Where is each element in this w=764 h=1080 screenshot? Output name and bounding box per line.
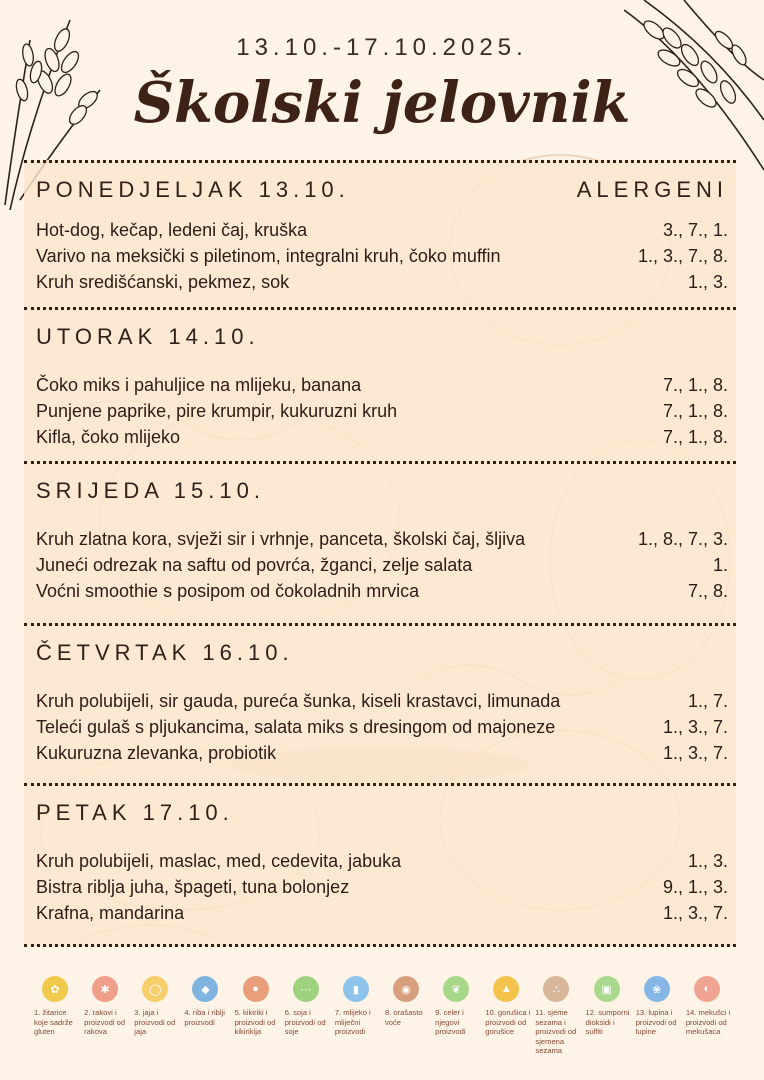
menu-item-name: Teleći gulaš s pljukancima, salata miks s dresingom od majoneze [36,717,556,737]
menu-item-name: Kukuruzna zlevanka, probiotik [36,743,277,763]
nut-icon: ◉ [393,976,419,1002]
day-title: UTORAK 14.10. [36,324,260,349]
peanut-icon: ● [243,976,269,1002]
menu-item-name: Krafna, mandarina [36,903,185,923]
sesame-icon: ∴ [543,976,569,1002]
menu-item-name: Hot-dog, kečap, ledeni čaj, kruška [36,220,308,240]
menu-item-allergens: 1., 3., 7., 8. [637,246,728,266]
menu-item-allergens: 9., 1., 3. [662,877,728,897]
menu-item-name: Kifla, čoko mlijeko [36,427,181,447]
legend-item [84,976,132,1056]
menu-item-name: Punjene paprike, pire krumpir, kukuruzni kruh [36,401,398,421]
menu-item [36,526,728,552]
legend-item [435,976,483,1056]
legend-label: 1. žitarice koje sadrže gluten [34,1008,73,1036]
menu-item [36,714,728,740]
day-header [36,800,728,826]
legend-item [134,976,182,1056]
allergens-header: ALERGENI [576,177,728,202]
menu-item-allergens: 7., 8. [687,581,728,601]
legend-label: 8. orašasto voće [384,1008,423,1027]
legend-label: 5. kikiriki i proizvodi od kikirikija [234,1008,276,1036]
day-section-monday [24,160,736,295]
menu-item-allergens: 1., 8., 7., 3. [637,529,728,549]
fish-icon: ◆ [192,976,218,1002]
menu-item-name: Kruh polubijeli, maslac, med, cedevita, jabuka [36,851,402,871]
legend-label: 6. soja i proizvodi od soje [284,1008,326,1036]
soy-icon: ⋯ [293,976,319,1002]
day-header [36,640,728,666]
legend-label: 10. gorušica i proizvodi od gorušice [485,1008,531,1036]
menu-item-allergens: 1. [712,555,728,575]
menu-item-allergens: 7., 1., 8. [662,401,728,421]
wheat-icon: ✿ [42,976,68,1002]
legend-item [686,976,734,1056]
menu-item-name: Varivo na meksički s piletinom, integralni kruh, čoko muffin [36,246,501,266]
legend-label: 7. mlijeko i mliječni proizvodi [334,1008,371,1036]
menu-item-allergens: 1., 3., 7. [662,903,728,923]
mustard-icon: ▲ [493,976,519,1002]
day-title: PETAK 17.10. [36,800,234,825]
crab-icon: ✱ [92,976,118,1002]
legend-item [485,976,533,1056]
page-title: Školski jelovnik [133,70,631,136]
menu-item [36,848,728,874]
egg-icon: ◯ [142,976,168,1002]
legend-label: 3. jaja i proizvodi od jaja [134,1008,176,1036]
menu-item-allergens: 1., 3. [687,272,728,292]
menu-item [36,424,728,450]
day-section-thursday [24,623,736,766]
menu-item-name: Bistra riblja juha, špageti, tuna bolonjez [36,877,350,897]
menu-item-name: Kruh zlatna kora, svježi sir i vrhnje, panceta, školski čaj, šljiva [36,529,526,549]
legend-item [235,976,283,1056]
menu-item [36,269,728,295]
menu-item-allergens: 1., 3., 7. [662,743,728,763]
day-header [36,177,728,203]
day-title: SRIJEDA 15.10. [36,478,265,503]
celery-icon: ❦ [443,976,469,1002]
menu-item-name: Juneći odrezak na saftu od povrća, žganci, zelje salata [36,555,473,575]
menu-item [36,552,728,578]
day-section-tuesday [24,307,736,450]
menu-item-allergens: 3., 7., 1. [662,220,728,240]
menu-item [36,217,728,243]
legend-item [184,976,232,1056]
menu-item [36,874,728,900]
day-title: ČETVRTAK 16.10. [36,640,294,665]
menu-item [36,900,728,926]
lupin-icon: ❀ [644,976,670,1002]
legend-label: 14. mekušci i proizvodi od mekušaca [685,1008,731,1036]
menu-item [36,578,728,604]
menu-item [36,740,728,766]
menu-item-name: Kruh polubijeli, sir gauda, pureća šunka, kiseli krastavci, limunada [36,691,561,711]
menu-item-name: Čoko miks i pahuljice na mlijeku, banana [36,375,362,395]
day-header [36,324,728,350]
legend-label: 12. sumporni dioksidi i sulfiti [585,1008,630,1036]
menu-item-allergens: 1., 3., 7. [662,717,728,737]
legend-item [385,976,433,1056]
menu-item-name: Kruh središćanski, pekmez, sok [36,272,290,292]
milk-icon: ▮ [343,976,369,1002]
allergen-legend [34,976,734,1056]
legend-label: 9. celer i njegovi proizvodi [435,1008,466,1036]
legend-label: 4. riba i riblji proizvodi [184,1008,225,1027]
day-title: PONEDJELJAK 13.10. [36,177,350,202]
legend-item [34,976,82,1056]
legend-item [535,976,583,1056]
menu-item-allergens: 1., 3. [687,851,728,871]
day-header [36,478,728,504]
day-section-wednesday [24,461,736,604]
menu-item-allergens: 7., 1., 8. [662,375,728,395]
legend-item [636,976,684,1056]
menu-item-allergens: 1., 7. [687,691,728,711]
legend-item [335,976,383,1056]
menu-item [36,243,728,269]
legend-item [285,976,333,1056]
menu-item-name: Voćni smoothie s posipom od čokoladnih mrvica [36,581,420,601]
menu-item [36,398,728,424]
day-section-friday [24,783,736,926]
date-range: 13.10.-17.10.2025. [236,34,528,61]
sulfite-icon: ▣ [594,976,620,1002]
menu-item-allergens: 7., 1., 8. [662,427,728,447]
menu-item [36,688,728,714]
menu-item [36,372,728,398]
bottom-divider [24,944,736,947]
legend-label: 2. rakovi i proizvodi od rakova [84,1008,126,1036]
mollusc-icon: ◐ [694,976,720,1002]
legend-label: 11. sjeme sezama i proizvodi od sjemena sezama [535,1008,577,1055]
legend-item [586,976,634,1056]
legend-label: 13. lupina i proizvodi od lupine [635,1008,677,1036]
